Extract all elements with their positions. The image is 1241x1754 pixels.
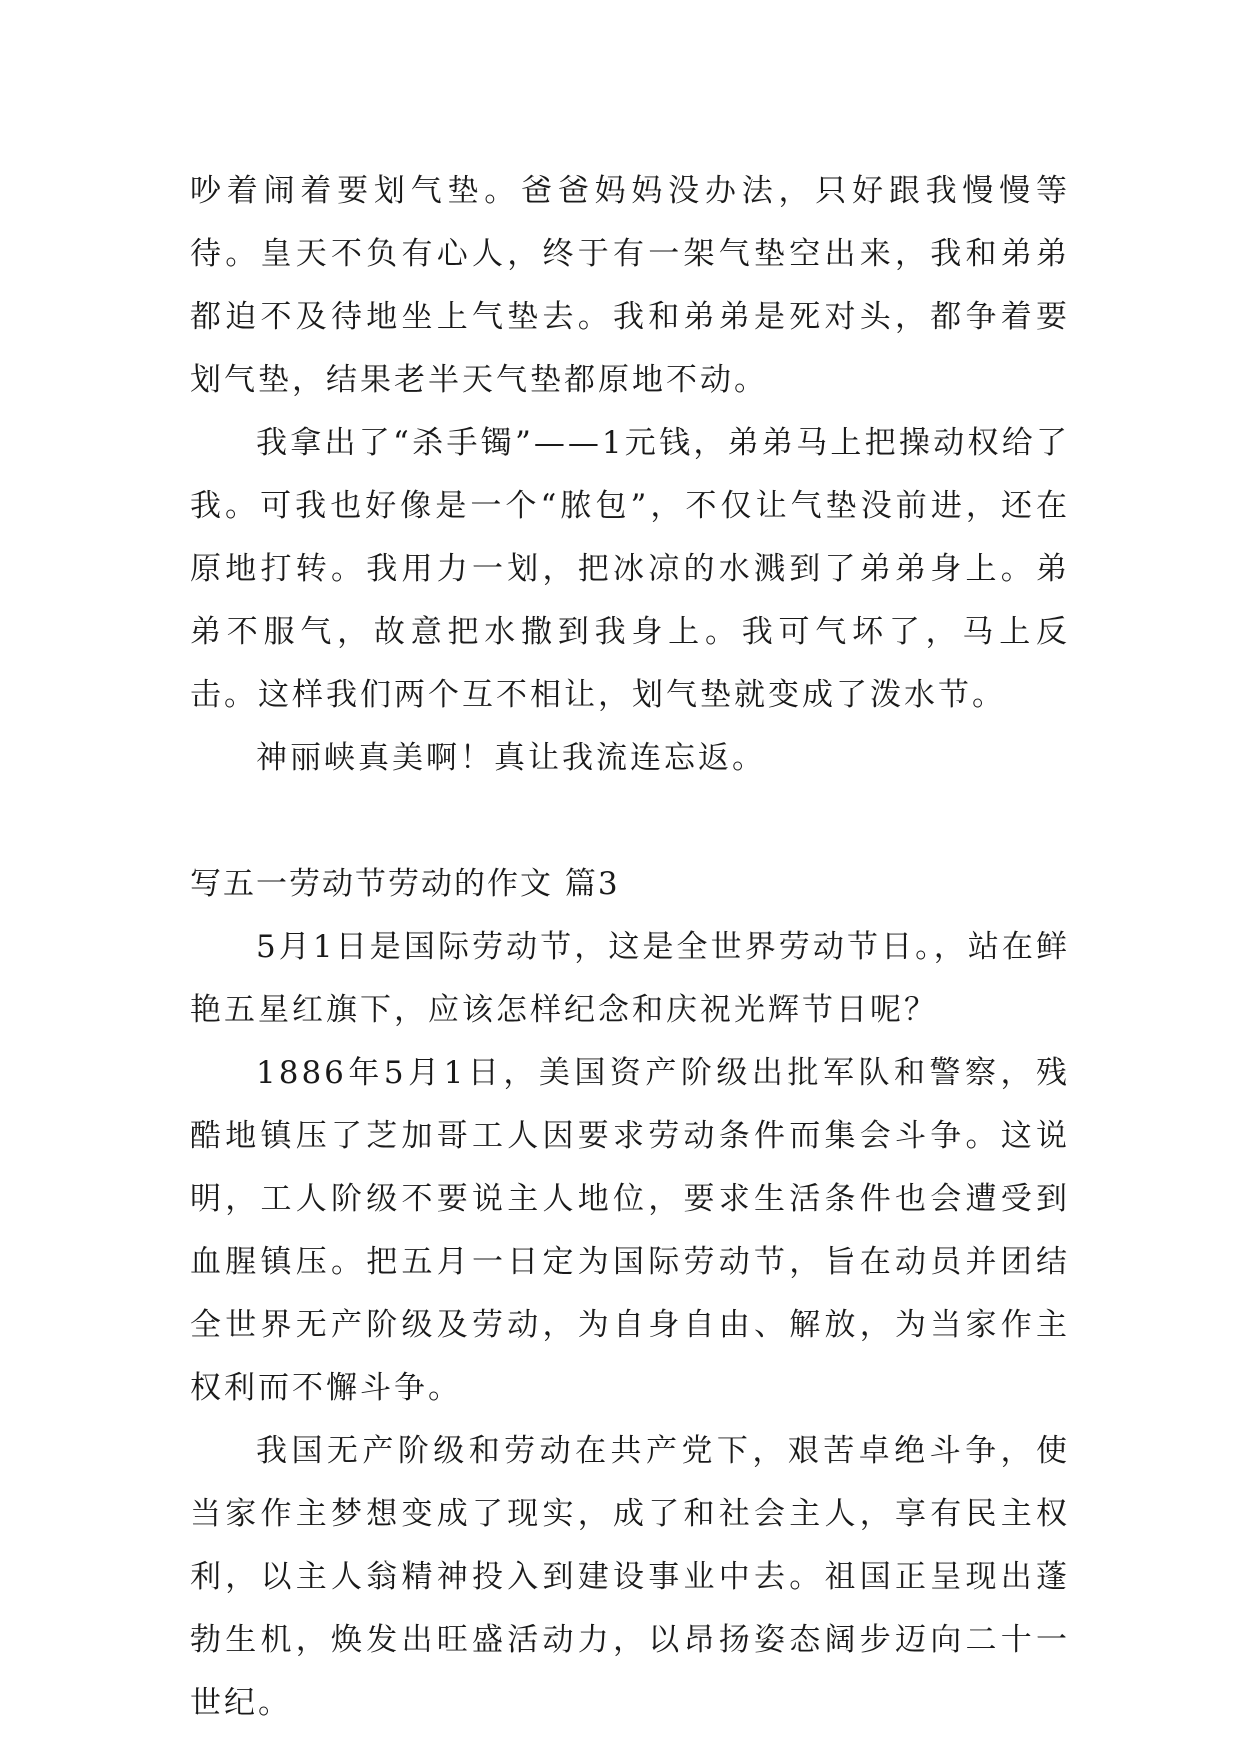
document-body xyxy=(190,160,1070,1735)
section-heading: 写五一劳动节劳动的作文 篇3 xyxy=(190,866,620,902)
paragraph: 我拿出了“杀手镯”——1元钱，弟弟马上把操动权给了我。可我也好像是一个“脓包”，不仅让气垫没前进，还在原地打转。我用力一划，把冰凉的水溅到了弟弟身上。弟弟不服气，故意把水撒到我身上。我可气坏了，马上反击。这样我们两个互不相让，划气垫就变成了泼水节。 xyxy=(190,425,1070,713)
paragraph: 神丽峡真美啊！真让我流连忘返。 xyxy=(256,740,766,776)
paragraph: 5月1日是国际劳动节，这是全世界劳动节日。，站在鲜艳五星红旗下，应该怎样纪念和庆祝光辉节日呢？ xyxy=(190,929,1070,1028)
paragraph: 我国无产阶级和劳动在共产党下，艰苦卓绝斗争，使当家作主梦想变成了现实，成了和社会主人，享有民主权利，以主人翁精神投入到建设事业中去。祖国正呈现出蓬勃生机，焕发出旺盛活动力，以昂扬姿态阔步迈向二十一世纪。 xyxy=(190,1433,1070,1721)
paragraph: 1886年5月1日，美国资产阶级出批军队和警察，残酷地镇压了芝加哥工人因要求劳动条件而集会斗争。这说明，工人阶级不要说主人地位，要求生活条件也会遭受到血腥镇压。把五月一日定为国际劳动节，旨在动员并团结全世界无产阶级及劳动，为自身自由、解放，为当家作主权利而不懈斗争。 xyxy=(190,1055,1070,1406)
section-spacer xyxy=(190,790,1070,853)
paragraph: 吵着闹着要划气垫。爸爸妈妈没办法，只好跟我慢慢等待。皇天不负有心人，终于有一架气垫空出来，我和弟弟都迫不及待地坐上气垫去。我和弟弟是死对头，都争着要划气垫，结果老半天气垫都原地不动。 xyxy=(190,173,1070,398)
